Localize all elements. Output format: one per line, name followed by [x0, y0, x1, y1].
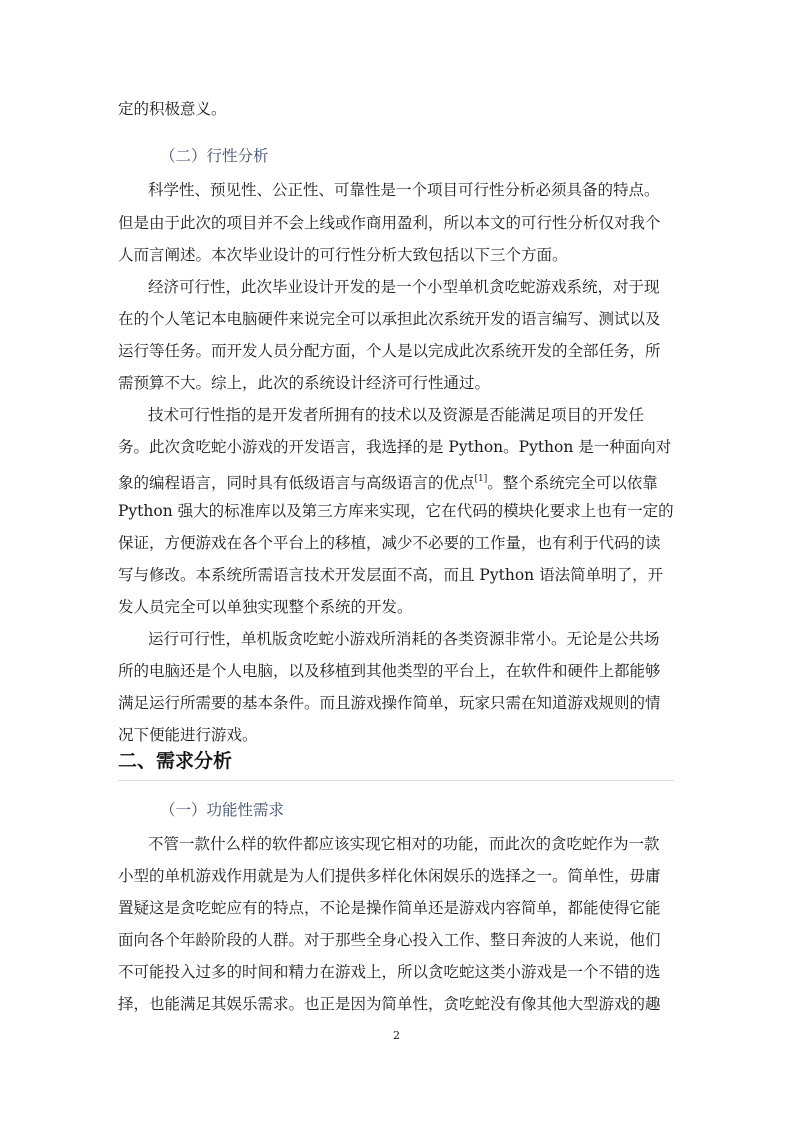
paragraph-line: 置疑这是贪吃蛇应有的特点，不论是操作简单还是游戏内容简单，都能使得它能	[118, 899, 661, 917]
paragraph-line: 择，也能满足其娱乐需求。也正是因为简单性，贪吃蛇没有像其他大型游戏的趣	[118, 995, 661, 1013]
line-text: 象的编程语言，同时具有低级语言与高级语言的优点	[118, 474, 475, 492]
paragraph-line: 技术可行性指的是开发者所拥有的技术以及资源是否能满足项目的开发任	[148, 406, 645, 424]
line-text: 。整个系统完全可以依靠	[487, 474, 658, 492]
paragraph-line: 所的电脑还是个人电脑，以及移植到其他类型的平台上，在软件和硬件上都能够	[118, 662, 661, 680]
paragraph-line: 写与修改。本系统所需语言技术开发层面不高，而且 Python 语法简单明了，开	[118, 566, 664, 584]
paragraph-line: 满足运行所需要的基本条件。而且游戏操作简单，玩家只需在知道游戏规则的情	[118, 694, 661, 712]
paragraph-line: 需预算不大。综上，此次的系统设计经济可行性通过。	[118, 374, 491, 392]
paragraph-line: 科学性、预见性、公正性、可靠性是一个项目可行性分析必须具备的特点。	[148, 181, 660, 199]
paragraph-line: 运行可行性，单机版贪吃蛇小游戏所消耗的各类资源非常小。无论是公共场	[148, 630, 660, 648]
paragraph-line: 况下便能进行游戏。	[118, 726, 258, 744]
paragraph-line: 经济可行性，此次毕业设计开发的是一个小型单机贪吃蛇游戏系统，对于现	[148, 278, 660, 296]
paragraph-line	[118, 469, 658, 493]
paragraph-line: 不管一款什么样的软件都应该实现它相对的功能，而此次的贪吃蛇作为一款	[148, 835, 660, 853]
page-number: 2	[393, 1029, 400, 1042]
paragraph-line: 不可能投入过多的时间和精力在游戏上，所以贪吃蛇这类小游戏是一个不错的选	[118, 963, 661, 981]
paragraph-line: 定的积极意义。	[118, 100, 227, 118]
paragraph-line: 但是由于此次的项目并不会上线或作商用盈利，所以本文的可行性分析仅对我个	[118, 214, 661, 232]
paragraph-line: 面向各个年龄阶段的人群。对于那些全身心投入工作、整日奔波的人来说，他们	[118, 931, 661, 949]
paragraph-line: 务。此次贪吃蛇小游戏的开发语言，我选择的是 Python。Python 是一种面向对	[118, 438, 672, 456]
paragraph-line: 发人员完全可以单独实现整个系统的开发。	[118, 598, 413, 616]
paragraph-line: 小型的单机游戏作用就是为人们提供多样化休闲娱乐的选择之一。简单性，毋庸	[118, 867, 661, 885]
heading-divider	[118, 780, 674, 781]
paragraph-line: 运行等任务。而开发人员分配方面，个人是以完成此次系统开发的全部任务，所	[118, 342, 661, 360]
paragraph-line: 保证，方便游戏在各个平台上的移植，减少不必要的工作量，也有利于代码的读	[118, 534, 661, 552]
citation-ref[interactable]: [1]	[474, 474, 488, 484]
subsection-heading: （一）功能性需求	[160, 801, 285, 819]
paragraph-line: 在的个人笔记本电脑硬件来说完全可以承担此次系统开发的语言编写、测试以及	[118, 310, 661, 328]
paragraph-line: Python 强大的标准库以及第三方库来实现，它在代码的模块化要求上也有一定的	[118, 502, 674, 520]
subsection-heading: （二）行性分析	[160, 147, 269, 165]
section-heading: 二、需求分析	[118, 750, 233, 772]
paragraph-line: 人而言阐述。本次毕业设计的可行性分析大致包括以下三个方面。	[118, 246, 568, 264]
